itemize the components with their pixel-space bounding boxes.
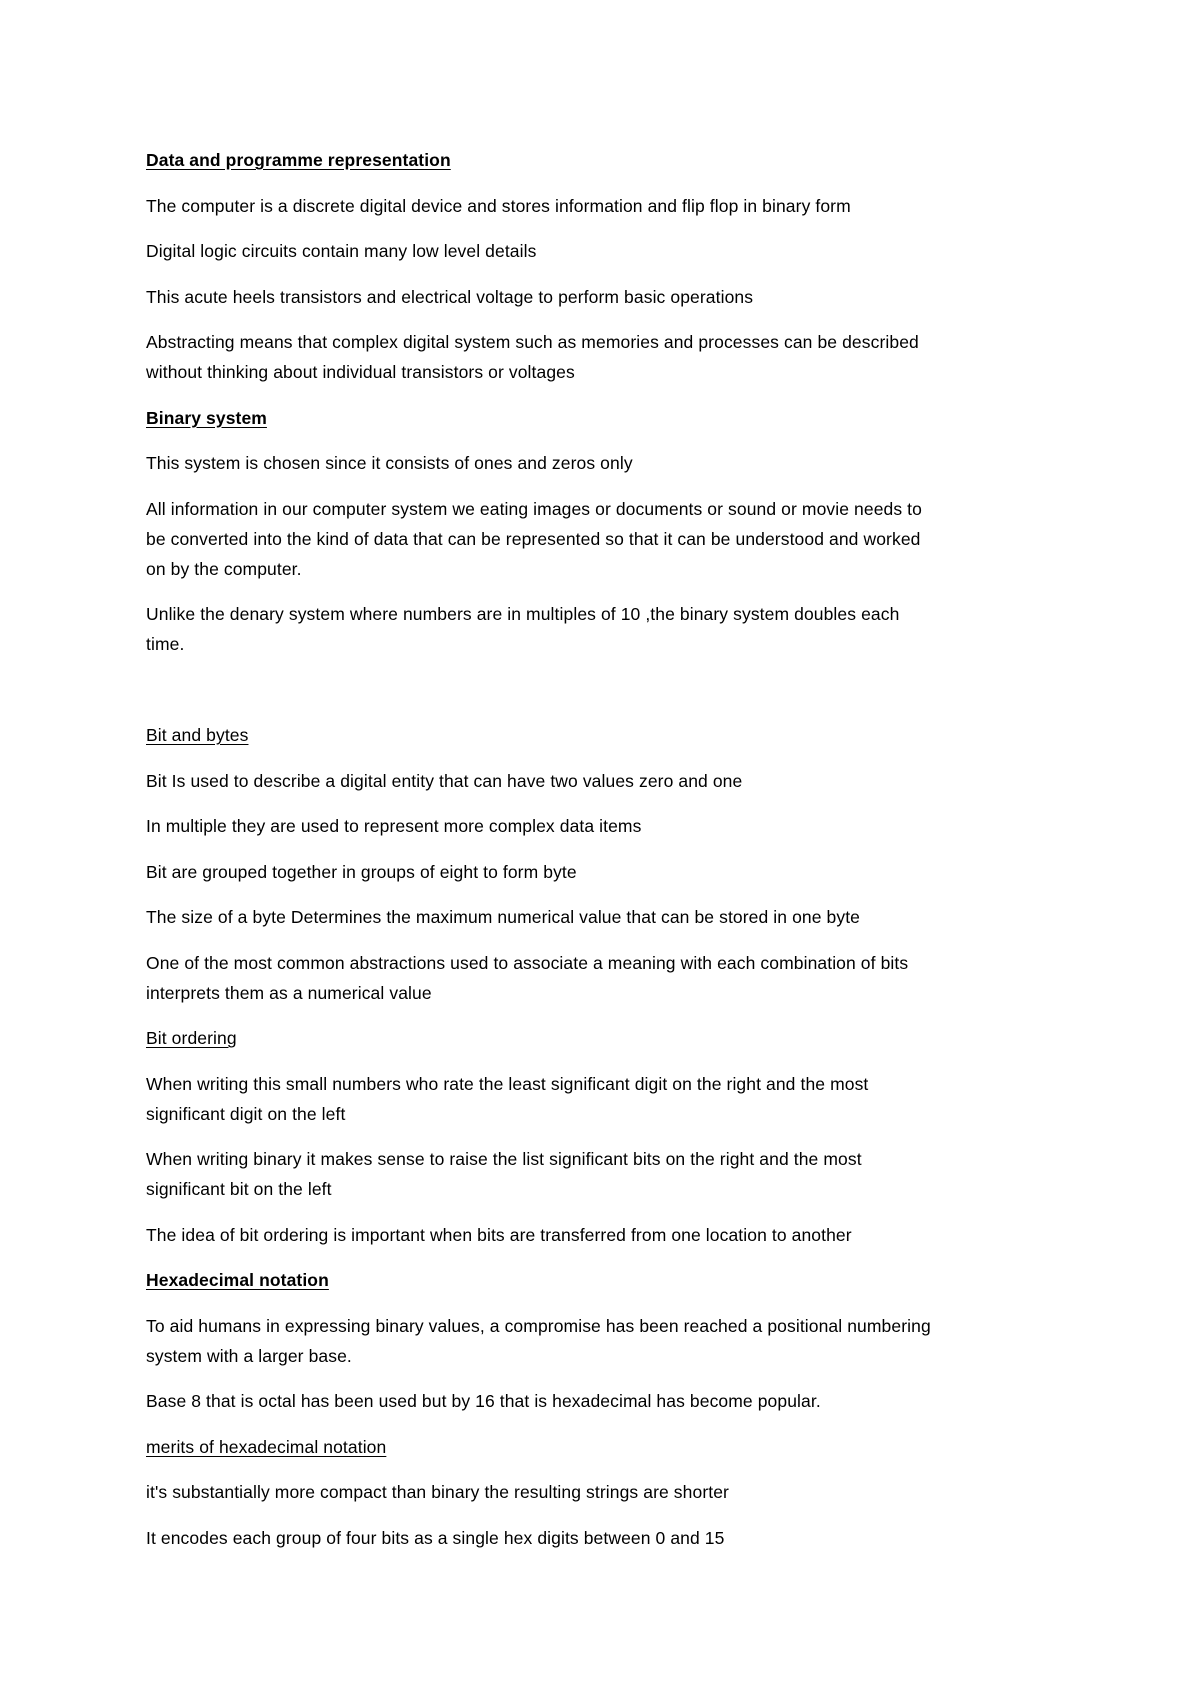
paragraph-line: Bit Is used to describe a digital entity that can have two values zero and one bbox=[146, 771, 743, 791]
heading-binary-system: Binary system bbox=[146, 408, 267, 428]
paragraph-line: system with a larger base. bbox=[146, 1346, 352, 1366]
heading-hexadecimal-notation: Hexadecimal notation bbox=[146, 1270, 329, 1290]
paragraph-line: Base 8 that is octal has been used but by 16 that is hexadecimal has become popular. bbox=[146, 1391, 821, 1411]
paragraph-line: All information in our computer system we eating images or documents or sound or movie needs to bbox=[146, 499, 922, 519]
heading-bit-ordering: Bit ordering bbox=[146, 1028, 237, 1048]
paragraph-line: be converted into the kind of data that can be represented so that it can be understood and worked bbox=[146, 529, 921, 549]
paragraph-line: When writing this small numbers who rate the least significant digit on the right and the most bbox=[146, 1074, 869, 1094]
paragraph-line: time. bbox=[146, 634, 185, 654]
paragraph-line: interprets them as a numerical value bbox=[146, 983, 432, 1003]
paragraph-line: The computer is a discrete digital device and stores information and flip flop in binary form bbox=[146, 196, 851, 216]
paragraph-line: Bit are grouped together in groups of eight to form byte bbox=[146, 862, 577, 882]
paragraph-line: on by the computer. bbox=[146, 559, 302, 579]
paragraph-line: Unlike the denary system where numbers are in multiples of 10 ,the binary system doubles each bbox=[146, 604, 900, 624]
paragraph-line: This system is chosen since it consists of ones and zeros only bbox=[146, 453, 633, 473]
paragraph-line: without thinking about individual transistors or voltages bbox=[146, 362, 575, 382]
paragraph-line: When writing binary it makes sense to raise the list significant bits on the right and the most bbox=[146, 1149, 862, 1169]
heading-data-and-programme-representation: Data and programme representation bbox=[146, 150, 451, 170]
heading-merits-of-hexadecimal-notation: merits of hexadecimal notation bbox=[146, 1437, 387, 1457]
paragraph-line: Digital logic circuits contain many low level details bbox=[146, 241, 537, 261]
paragraph-line: To aid humans in expressing binary values, a compromise has been reached a positional numbering bbox=[146, 1316, 931, 1336]
paragraph-line: it's substantially more compact than binary the resulting strings are shorter bbox=[146, 1482, 729, 1502]
paragraph-line: significant digit on the left bbox=[146, 1104, 346, 1124]
paragraph-line: It encodes each group of four bits as a single hex digits between 0 and 15 bbox=[146, 1528, 725, 1548]
paragraph-line: significant bit on the left bbox=[146, 1179, 332, 1199]
paragraph-line: The size of a byte Determines the maximum numerical value that can be stored in one byte bbox=[146, 907, 861, 927]
paragraph-line: Abstracting means that complex digital system such as memories and processes can be described bbox=[146, 332, 919, 352]
heading-bit-and-bytes: Bit and bytes bbox=[146, 725, 249, 745]
paragraph-line: This acute heels transistors and electrical voltage to perform basic operations bbox=[146, 287, 754, 307]
paragraph-line: One of the most common abstractions used to associate a meaning with each combination of bits bbox=[146, 953, 909, 973]
paragraph-line: The idea of bit ordering is important when bits are transferred from one location to another bbox=[146, 1225, 852, 1245]
paragraph-line: In multiple they are used to represent more complex data items bbox=[146, 816, 642, 836]
